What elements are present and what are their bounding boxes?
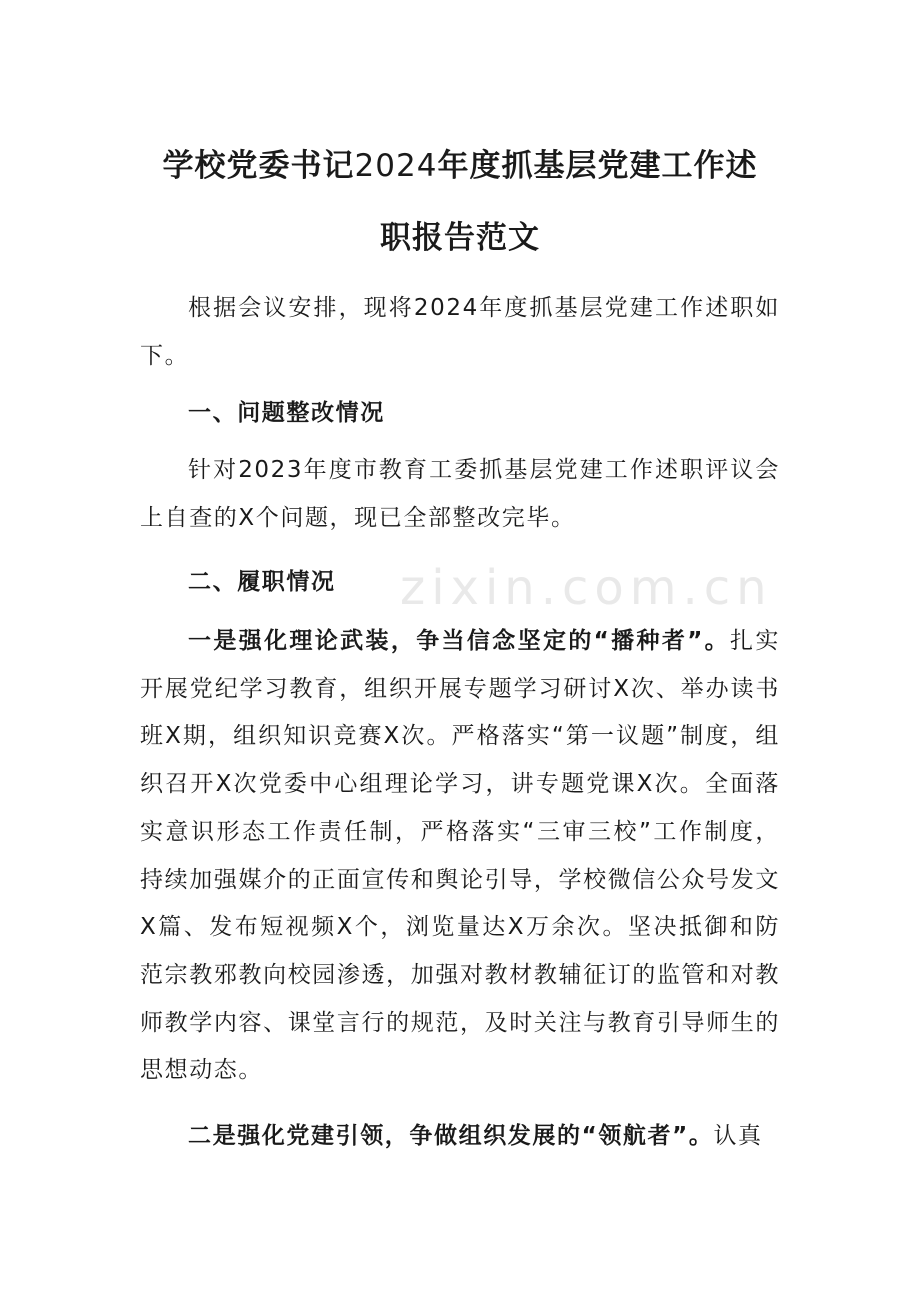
document-title-line-2: 职报告范文 <box>380 220 540 256</box>
paragraph-1-body: 扎实开展党纪学习教育，组织开展专题学习研讨X次、举办读书班X期，组织知识竞赛X次。严格落实“第一议题”制度，组织召开X次党委中心组理论学习，讲专题党课X次。全面落实意识形态工作责任制，严格落实“三审三校”工作制度，持续加强媒介的正面宣传和舆论引导，学校微信公众号发文X篇、发布短视频X个，浏览量达X万余次。坚决抵御和防范宗教邪教向校园渗透，加强对教材教辅征订的监管和对教师教学内容、课堂言行的规范，及时关注与教育引导师生的思想动态。 <box>140 628 781 1084</box>
title-prefix: 学校党委书记 <box>162 148 355 184</box>
title-suffix: 年度抓基层党建工作述 <box>437 148 758 184</box>
title-year: 2024 <box>354 148 438 184</box>
paragraph-2-lead: 二是强化党建引领，争做组织发展的“领航者”。 <box>188 1123 714 1149</box>
section-1-heading: 一、问题整改情况 <box>188 400 385 426</box>
paragraph-2-body: 认真 <box>713 1123 763 1149</box>
intro-paragraph: 根据会议安排，现将2024年度抓基层党建工作述职如下。 <box>140 295 780 369</box>
watermark-text: zixin.com.cn <box>400 560 773 616</box>
section-1-paragraph: 针对2023年度市教育工委抓基层党建工作述职评议会上自查的X个问题，现已全部整改完毕。 <box>140 457 780 531</box>
section-2-paragraph-1 <box>140 618 780 1095</box>
section-2-heading: 二、履职情况 <box>188 569 336 595</box>
paragraph-1-lead: 一是强化理论武装，争当信念坚定的“播种者”。 <box>188 628 731 654</box>
section-2-paragraph-2 <box>140 1113 780 1161</box>
document-title-line-1 <box>110 140 810 185</box>
